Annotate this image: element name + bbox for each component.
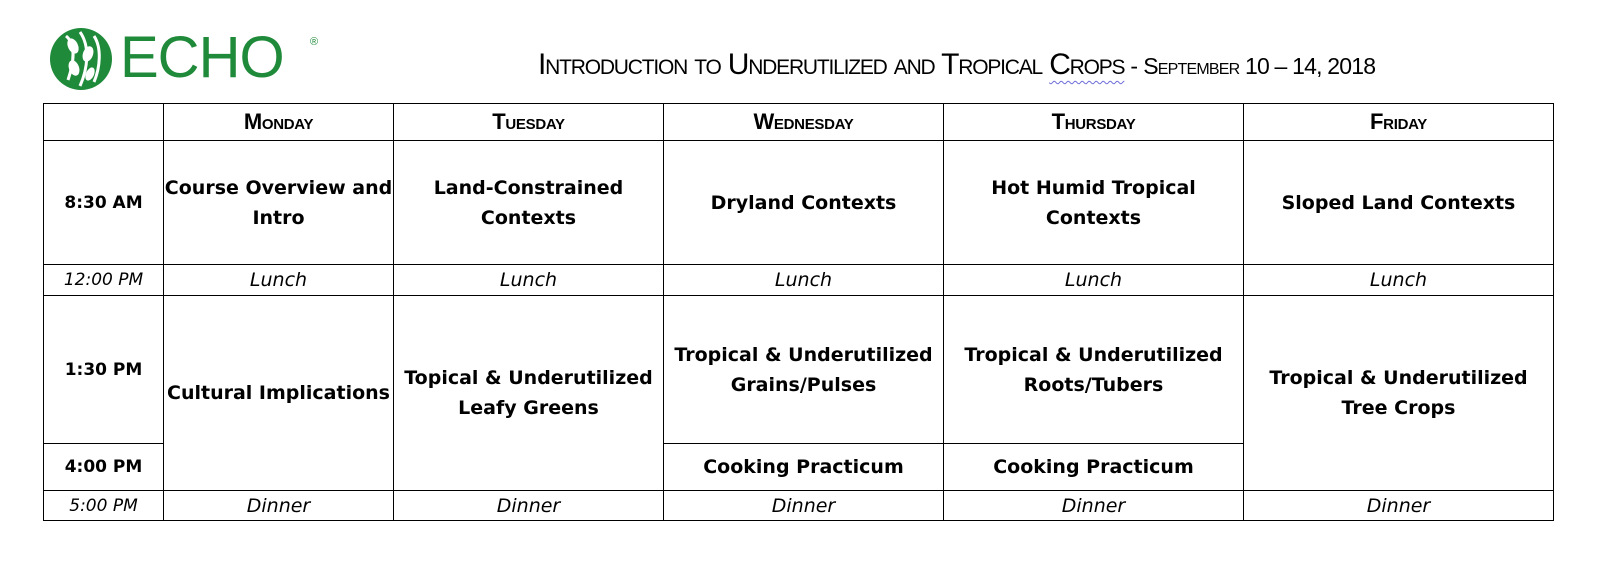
dinner-wednesday: Dinner	[664, 491, 944, 521]
session-wednesday-late: Cooking Practicum	[664, 444, 944, 491]
morning-row	[44, 141, 1554, 265]
title-main	[538, 48, 1124, 81]
day-friday: Friday	[1244, 104, 1554, 141]
lunch-tuesday: Lunch	[394, 265, 664, 296]
time-830: 8:30 AM	[44, 141, 164, 265]
session-friday-morning: Sloped Land Contexts	[1244, 141, 1554, 265]
dinner-row	[44, 491, 1554, 521]
session-wednesday-morning: Dryland Contexts	[664, 141, 944, 265]
logo-wordmark: ECHO	[120, 25, 284, 90]
session-tuesday-afternoon: Topical & Underutilized Leafy Greens	[394, 296, 664, 491]
session-tuesday-morning: Land-Constrained Contexts	[394, 141, 664, 265]
lunch-thursday: Lunch	[944, 265, 1244, 296]
session-thursday-late: Cooking Practicum	[944, 444, 1244, 491]
title-main-prefix: Introduction to Underutilized and Tropical	[538, 48, 1043, 81]
session-monday-afternoon: Cultural Implications	[164, 296, 394, 491]
time-500: 5:00 PM	[44, 491, 164, 521]
lunch-wednesday: Lunch	[664, 265, 944, 296]
corner-cell	[44, 104, 164, 141]
day-thursday: Thursday	[944, 104, 1244, 141]
day-wednesday: Wednesday	[664, 104, 944, 141]
session-wednesday-afternoon: Tropical & Underutilized Grains/Pulses	[664, 296, 944, 444]
echo-logo	[46, 22, 319, 94]
leaf-globe-icon	[46, 22, 120, 94]
session-monday-morning: Course Overview and Intro	[164, 141, 394, 265]
page-title	[538, 48, 1375, 82]
time-400: 4:00 PM	[44, 444, 164, 491]
dinner-monday: Dinner	[164, 491, 394, 521]
time-1200: 12:00 PM	[44, 265, 164, 296]
day-tuesday: Tuesday	[394, 104, 664, 141]
dinner-friday: Dinner	[1244, 491, 1554, 521]
day-header-row	[44, 104, 1554, 141]
session-thursday-afternoon: Tropical & Underutilized Roots/Tubers	[944, 296, 1244, 444]
lunch-friday: Lunch	[1244, 265, 1554, 296]
schedule-table	[43, 103, 1554, 521]
afternoon-row	[44, 296, 1554, 444]
session-thursday-morning: Hot Humid Tropical Contexts	[944, 141, 1244, 265]
lunch-row	[44, 265, 1554, 296]
dinner-thursday: Dinner	[944, 491, 1244, 521]
lunch-monday: Lunch	[164, 265, 394, 296]
title-crops-word: Crops	[1049, 48, 1125, 81]
title-date: September 10 – 14, 2018	[1143, 53, 1376, 79]
dinner-tuesday: Dinner	[394, 491, 664, 521]
day-monday: Monday	[164, 104, 394, 141]
title-separator: -	[1130, 53, 1138, 79]
time-130: 1:30 PM	[44, 296, 164, 444]
session-friday-afternoon: Tropical & Underutilized Tree Crops	[1244, 296, 1554, 491]
registered-mark: ®	[310, 36, 319, 48]
